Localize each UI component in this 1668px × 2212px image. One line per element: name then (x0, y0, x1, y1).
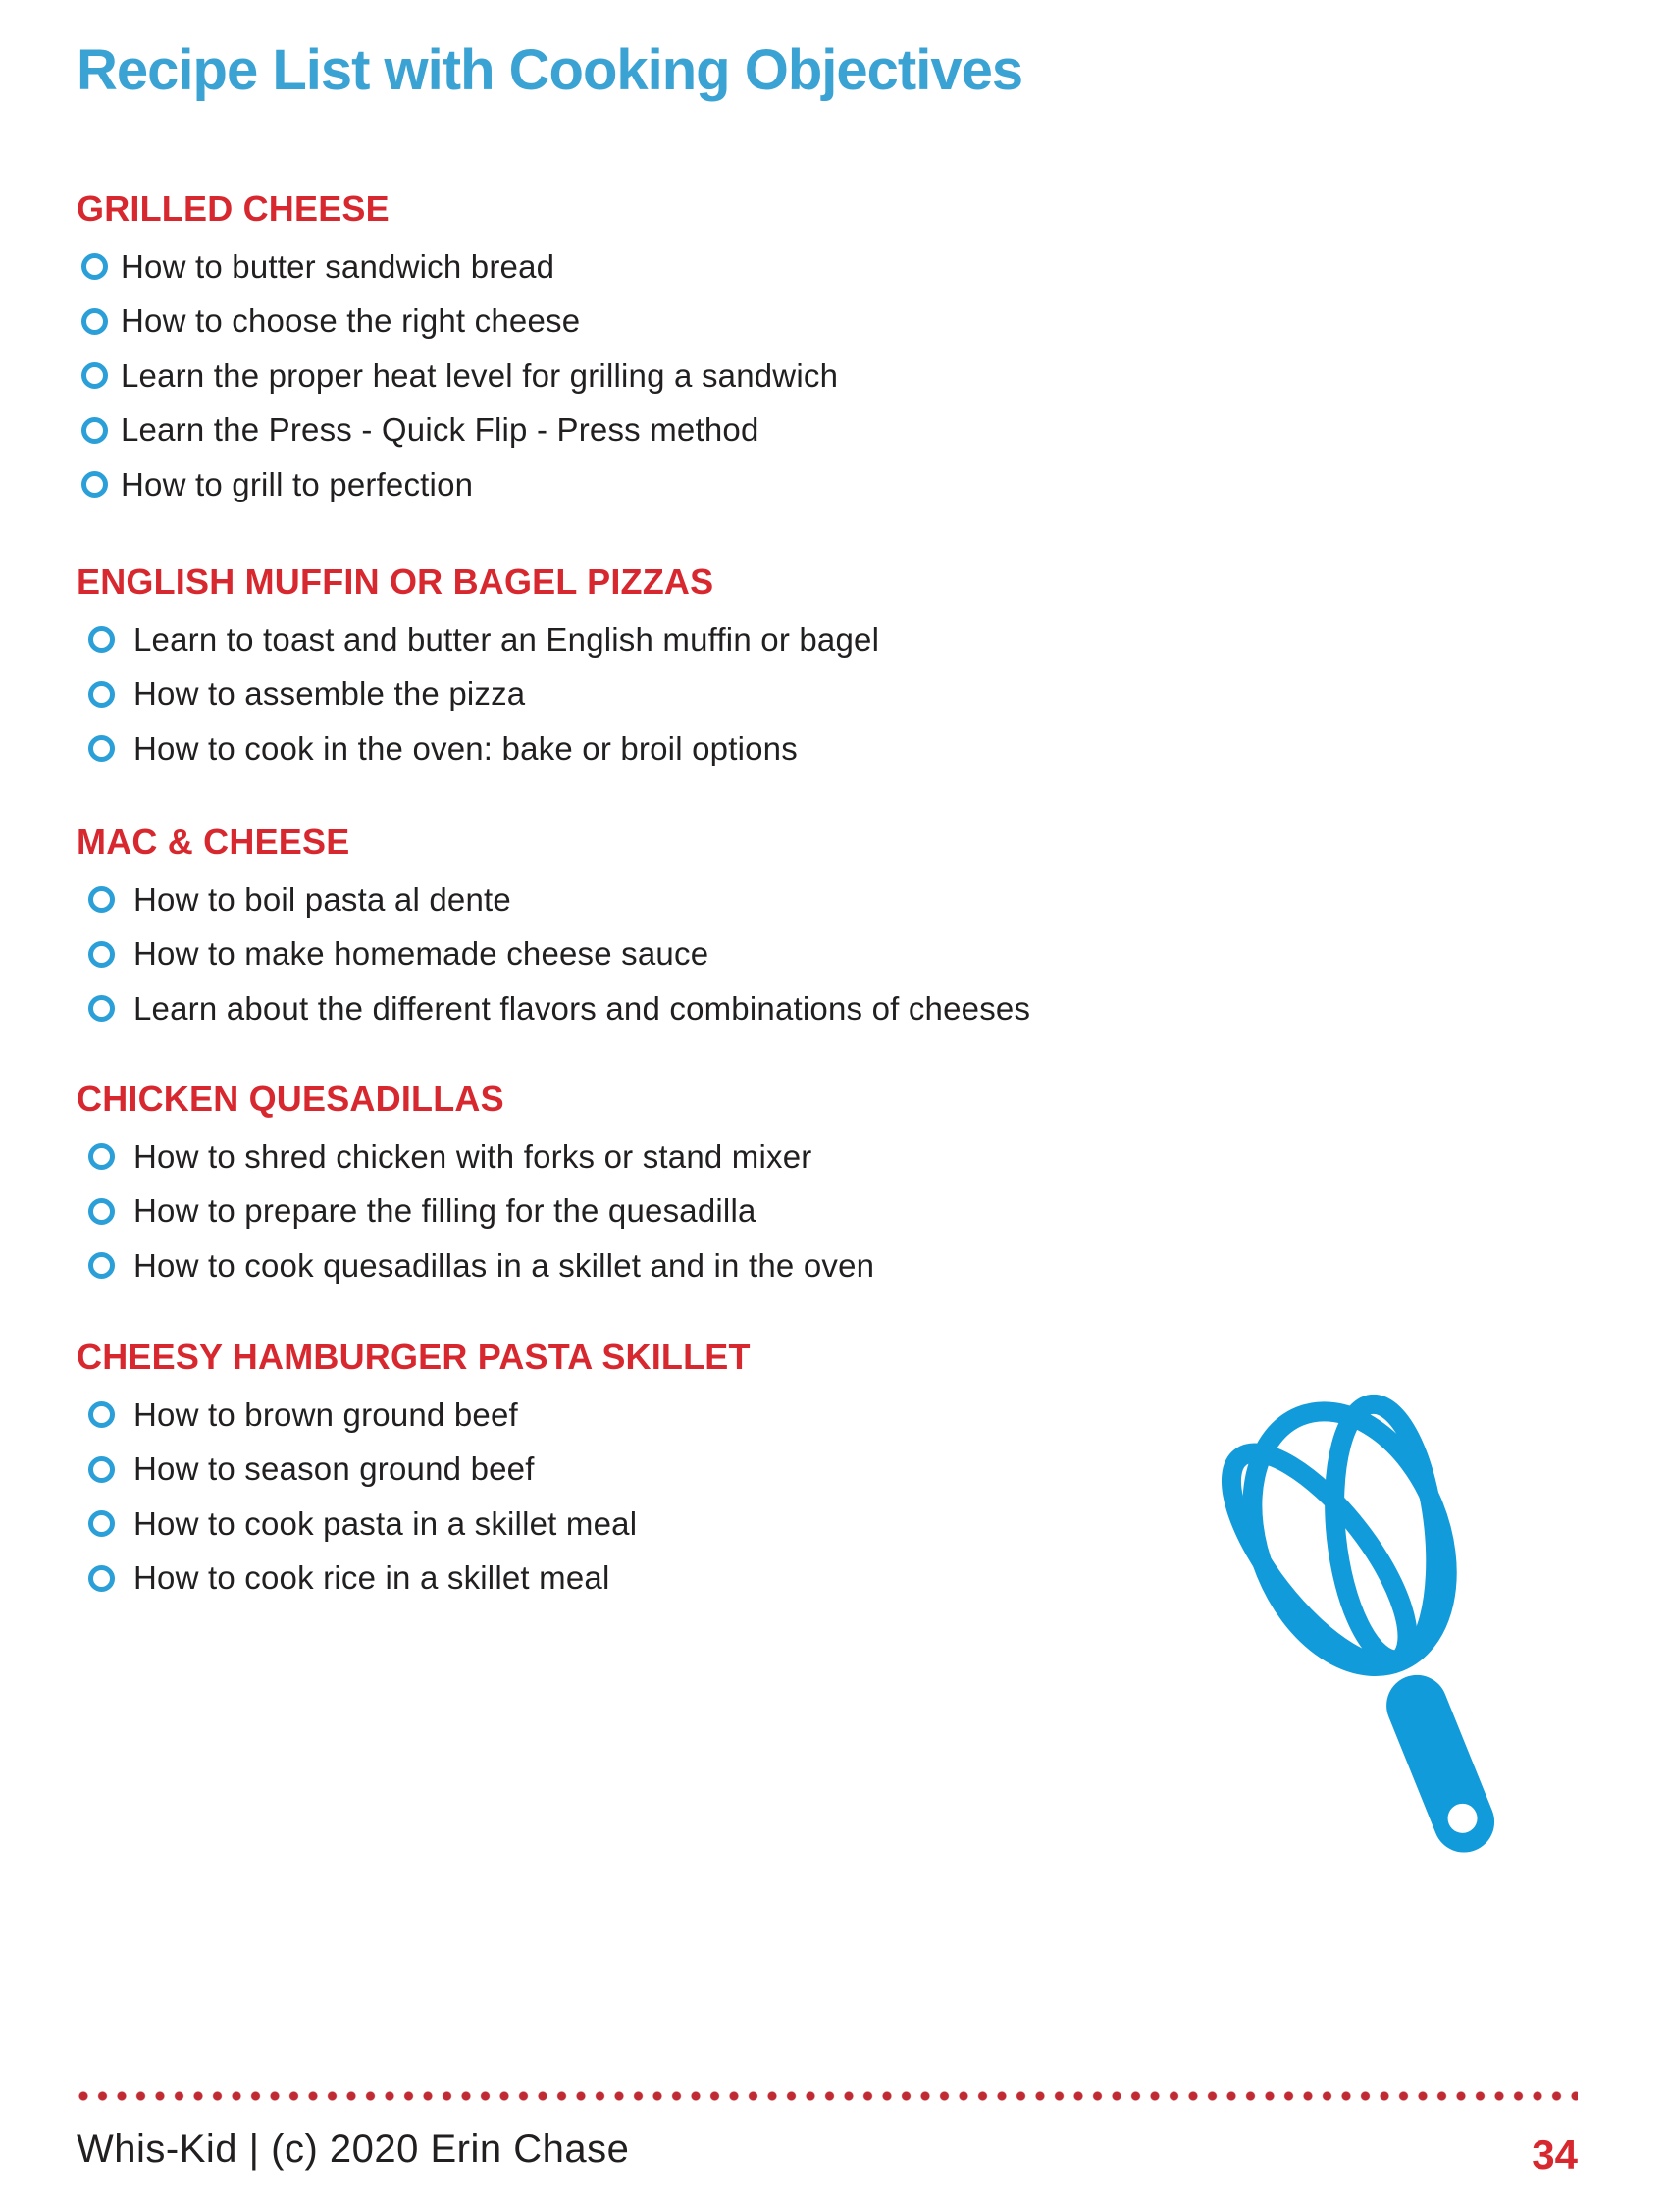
circle-outline-icon (88, 941, 115, 968)
objective-item (77, 927, 1609, 982)
section-heading: MAC & CHEESE (77, 821, 350, 862)
objective-text: How to butter sandwich bread (121, 247, 555, 285)
objective-item (77, 1185, 1609, 1239)
section-heading: GRILLED CHEESE (77, 188, 390, 229)
objective-item (77, 612, 1609, 667)
objective-text: How to choose the right cheese (121, 302, 581, 340)
objective-text: How to make homemade cheese sauce (133, 935, 709, 973)
objective-text: Learn to toast and butter an English muffin or bagel (133, 620, 880, 658)
circle-outline-icon (88, 1565, 115, 1592)
objective-text: How to brown ground beef (133, 1396, 518, 1433)
objective-list (77, 612, 1609, 776)
objective-item (77, 403, 1609, 458)
objective-item (77, 667, 1609, 722)
circle-outline-icon (88, 886, 115, 913)
circle-outline-icon (88, 1252, 115, 1279)
objective-text: How to boil pasta al dente (133, 880, 511, 918)
objective-item (77, 348, 1609, 403)
section-heading: CHICKEN QUESADILLAS (77, 1079, 504, 1119)
section-mac-and-cheese (77, 823, 1609, 1036)
circle-outline-icon (81, 471, 108, 498)
objective-text: How to cook pasta in a skillet meal (133, 1504, 638, 1542)
circle-outline-icon (88, 1401, 115, 1428)
circle-outline-icon (88, 735, 115, 762)
objective-text: Learn about the different flavors and combinations of cheeses (133, 989, 1031, 1027)
circle-outline-icon (81, 253, 108, 280)
page-title: Recipe List with Cooking Objectives (77, 38, 1023, 102)
objective-item (77, 457, 1609, 512)
objective-list (77, 872, 1609, 1036)
circle-outline-icon (88, 626, 115, 653)
objective-item (77, 721, 1609, 776)
objective-list (77, 239, 1609, 512)
objective-text: How to shred chicken with forks or stand mixer (133, 1137, 812, 1175)
objective-list (77, 1130, 1609, 1293)
objective-text: How to cook rice in a skillet meal (133, 1559, 610, 1597)
objective-item (77, 1130, 1609, 1185)
objective-item (77, 294, 1609, 349)
objective-text: How to season ground beef (133, 1450, 535, 1488)
objective-text: How to cook quesadillas in a skillet and in the oven (133, 1246, 875, 1284)
objective-text: How to prepare the filling for the quesadilla (133, 1192, 756, 1230)
objective-text: Learn the proper heat level for grilling a sandwich (121, 356, 839, 394)
objective-text: How to cook in the oven: bake or broil options (133, 729, 798, 766)
circle-outline-icon (88, 1456, 115, 1483)
objective-item (77, 872, 1609, 927)
section-grilled-cheese (77, 190, 1609, 512)
objective-item (77, 239, 1609, 294)
circle-outline-icon (88, 1510, 115, 1537)
circle-outline-icon (81, 362, 108, 389)
circle-outline-icon (88, 1143, 115, 1170)
objective-text: Learn the Press - Quick Flip - Press method (121, 411, 759, 448)
section-english-muffin-or-bagel-pizzas (77, 563, 1609, 776)
page-number: 34 (1532, 2132, 1578, 2178)
circle-outline-icon (81, 308, 108, 335)
objective-text: How to assemble the pizza (133, 675, 526, 712)
dotted-divider (78, 2090, 1578, 2102)
circle-outline-icon (88, 995, 115, 1022)
circle-outline-icon (88, 1198, 115, 1225)
footer-credit: Whis-Kid | (c) 2020 Erin Chase (77, 2128, 630, 2171)
objective-item (77, 1238, 1609, 1293)
section-heading: ENGLISH MUFFIN OR BAGEL PIZZAS (77, 561, 714, 602)
section-heading: CHEESY HAMBURGER PASTA SKILLET (77, 1337, 751, 1377)
circle-outline-icon (81, 417, 108, 444)
objective-item (77, 981, 1609, 1036)
section-chicken-quesadillas (77, 1080, 1609, 1293)
objective-text: How to grill to perfection (121, 465, 474, 502)
whisk-icon (1244, 1352, 1637, 1941)
circle-outline-icon (88, 681, 115, 708)
